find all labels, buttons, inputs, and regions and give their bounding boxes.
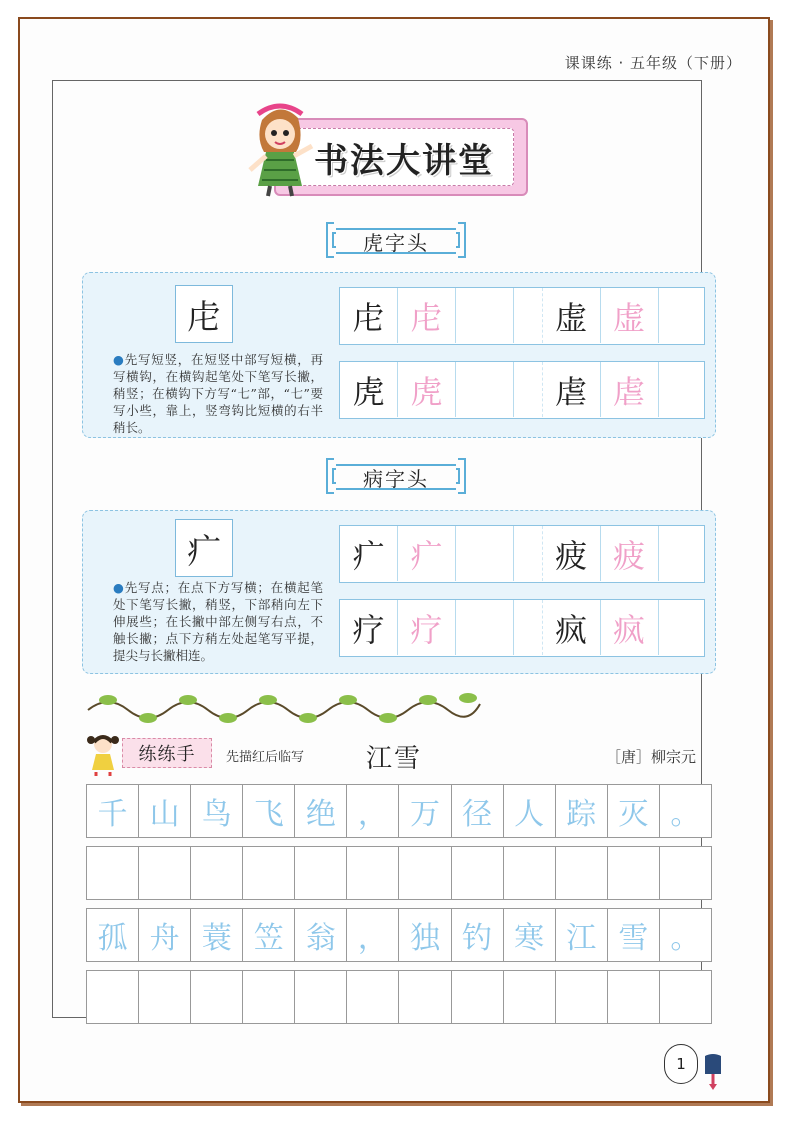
trace-cell: 千	[87, 785, 139, 837]
blank-cell	[608, 847, 660, 899]
blank-cell	[660, 971, 711, 1023]
banner-title: 书法大讲堂	[314, 140, 494, 181]
trace-cell: 万	[399, 785, 451, 837]
section-title: 病字头	[363, 466, 429, 491]
trace-cell: 江	[556, 909, 608, 961]
blank-cell	[556, 847, 608, 899]
model-char: 疯	[555, 610, 588, 649]
trace-char: 虚	[613, 298, 646, 337]
trace-char: 虐	[613, 372, 646, 411]
trace-cell: 径	[452, 785, 504, 837]
trace-char: 疗	[410, 610, 443, 649]
trace-cell: 绝	[295, 785, 347, 837]
practice-grid-row	[339, 287, 705, 345]
child-illustration-icon	[86, 732, 120, 776]
blank-cell	[295, 847, 347, 899]
trace-row-line1	[86, 784, 712, 838]
blank-cell	[243, 971, 295, 1023]
model-character-box: 疒	[175, 519, 233, 577]
trace-cell: ，	[347, 785, 399, 837]
lesson-panel-bing	[82, 510, 716, 674]
practice-label: 练练手	[122, 738, 212, 768]
model-char: 虎	[352, 372, 385, 411]
trace-cell: 孤	[87, 909, 139, 961]
blank-cell	[504, 971, 556, 1023]
trace-cell: 独	[399, 909, 451, 961]
trace-char: 虎	[410, 372, 443, 411]
poem-title: 江雪	[366, 744, 423, 774]
trace-cell: 蓑	[191, 909, 243, 961]
running-head: 课课练 · 五年级（下册）	[564, 54, 742, 72]
trace-row-line2	[86, 908, 712, 962]
practice-grid-row	[339, 599, 705, 657]
model-char: 虚	[555, 298, 588, 337]
model-char: 虍	[352, 298, 385, 337]
trace-cell: 飞	[243, 785, 295, 837]
trace-char: 疯	[613, 610, 646, 649]
trace-cell: 踪	[556, 785, 608, 837]
lesson-panel-hu	[82, 272, 716, 438]
section-title: 虎字头	[363, 230, 429, 255]
vine-divider-icon	[84, 690, 484, 724]
blank-cell	[191, 847, 243, 899]
practice-instruction: 先描红后临写	[226, 750, 305, 765]
trace-cell: 翁	[295, 909, 347, 961]
blank-cell	[191, 971, 243, 1023]
trace-cell: 鸟	[191, 785, 243, 837]
trace-cell: 。	[670, 921, 701, 956]
blank-writing-row	[86, 846, 712, 900]
model-character-box: 虍	[175, 285, 233, 343]
practice-header	[86, 732, 706, 778]
page-number: 1	[664, 1044, 698, 1084]
section-head-bing	[326, 456, 466, 498]
trace-char: 疲	[613, 536, 646, 575]
blank-cell	[608, 971, 660, 1023]
blank-cell	[660, 847, 711, 899]
blank-cell	[399, 847, 451, 899]
model-char: 疒	[352, 536, 385, 575]
trace-cell: ，	[347, 909, 399, 961]
stroke-note: ●先写点；在点下方写横；在横起笔处下笔写长撇，稍竖，下部稍向左下伸展些；在长撇中部左侧写右点，不触长撇；点下方稍左处起笔写平提，提尖与长撇相连。	[113, 580, 323, 663]
trace-cell: 灭	[608, 785, 660, 837]
blank-cell	[139, 847, 191, 899]
trace-cell: 人	[504, 785, 556, 837]
title-banner	[230, 100, 532, 198]
trace-cell: 。	[670, 797, 701, 832]
poem-author: ［唐］柳宗元	[605, 748, 696, 766]
blank-cell	[452, 971, 504, 1023]
trace-cell: 笠	[243, 909, 295, 961]
trace-cell: 雪	[608, 909, 660, 961]
blank-cell	[243, 847, 295, 899]
trace-cell: 寒	[504, 909, 556, 961]
blank-cell	[556, 971, 608, 1023]
blank-cell	[139, 971, 191, 1023]
blank-cell	[399, 971, 451, 1023]
model-char: 疲	[555, 536, 588, 575]
blank-writing-row	[86, 970, 712, 1024]
bookmark-icon	[702, 1052, 724, 1090]
blank-cell	[347, 971, 399, 1023]
trace-cell: 山	[139, 785, 191, 837]
blank-cell	[347, 847, 399, 899]
stroke-note: ●先写短竖，在短竖中部写短横，再写横钩，在横钩起笔处下笔写长撇，稍竖；在横钩下方写“七”部，“七”要写小些，靠上，竖弯钩比短横的右半稍长。	[113, 352, 323, 435]
blank-cell	[504, 847, 556, 899]
blank-cell	[452, 847, 504, 899]
section-head-hu	[326, 220, 466, 262]
model-char: 疗	[352, 610, 385, 649]
trace-cell: 钓	[452, 909, 504, 961]
banner-inner	[294, 128, 514, 186]
practice-grid-row	[339, 525, 705, 583]
blank-cell	[87, 847, 139, 899]
trace-char: 疒	[410, 536, 443, 575]
blank-cell	[87, 971, 139, 1023]
trace-char: 虍	[410, 298, 443, 337]
trace-cell: 舟	[139, 909, 191, 961]
blank-cell	[295, 971, 347, 1023]
girl-illustration-icon	[240, 100, 320, 198]
practice-grid-row	[339, 361, 705, 419]
model-char: 虐	[555, 372, 588, 411]
